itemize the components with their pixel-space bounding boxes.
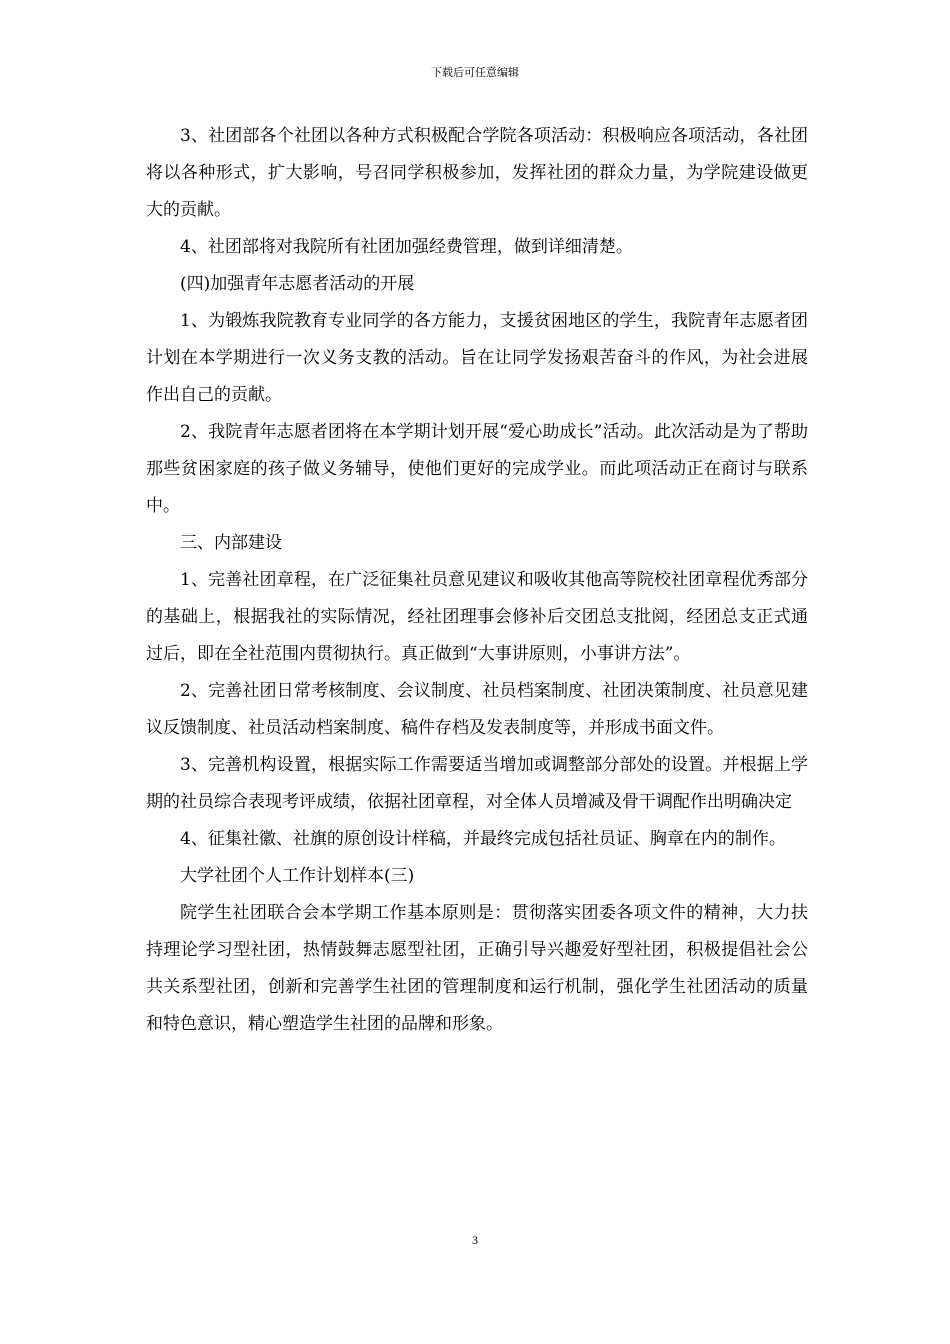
paragraph: 3、完善机构设置，根据实际工作需要适当增加或调整部分部处的设置。并根据上学期的社员综合表现考评成绩，依据社团章程，对全体人员增减及骨干调配作出明确决定 [146, 755, 808, 812]
page-number: 3 [472, 1233, 478, 1247]
section-heading: 三、内部建设 [180, 533, 282, 553]
section-heading: 大学社团个人工作计划样本(三) [180, 866, 415, 886]
paragraph: 3、社团部各个社团以各种方式积极配合学院各项活动：积极响应各项活动，各社团将以各种形式，扩大影响，号召同学积极参加，发挥社团的群众力量，为学院建设做更大的贡献。 [146, 126, 808, 220]
paragraph: 2、我院青年志愿者团将在本学期计划开展“爱心助成长”活动。此次活动是为了帮助那些贫困家庭的孩子做义务辅导，使他们更好的完成学业。而此项活动正在商讨与联系中。 [146, 422, 808, 516]
paragraph: 2、完善社团日常考核制度、会议制度、社员档案制度、社团决策制度、社员意见建议反馈制度、社员活动档案制度、稿件存档及发表制度等，并形成书面文件。 [146, 681, 808, 738]
document-body [146, 118, 808, 1043]
section-heading: (四)加强青年志愿者活动的开展 [180, 274, 415, 294]
paragraph: 1、为锻炼我院教育专业同学的各方能力，支援贫困地区的学生，我院青年志愿者团计划在本学期进行一次义务支教的活动。旨在让同学发扬艰苦奋斗的作风，为社会进展作出自己的贡献。 [146, 311, 808, 405]
paragraph: 1、完善社团章程，在广泛征集社员意见建议和吸收其他高等院校社团章程优秀部分的基础上，根据我社的实际情况，经社团理事会修补后交团总支批阅，经团总支正式通过后，即在全社范围内贯彻执行。真正做到“大事讲原则，小事讲方法”。 [146, 570, 808, 664]
paragraph: 4、社团部将对我院所有社团加强经费管理，做到详细清楚。 [180, 237, 633, 257]
page-header: 下载后可任意编辑 [431, 66, 519, 79]
paragraph: 院学生社团联合会本学期工作基本原则是：贯彻落实团委各项文件的精神，大力扶持理论学习型社团，热情鼓舞志愿型社团，正确引导兴趣爱好型社团，积极提倡社会公共关系型社团，创新和完善学生社团的管理制度和运行机制，强化学生社团活动的质量和特色意识，精心塑造学生社团的品牌和形象。 [146, 903, 808, 1034]
paragraph: 4、征集社徽、社旗的原创设计样稿，并最终完成包括社员证、胸章在内的制作。 [180, 829, 786, 849]
